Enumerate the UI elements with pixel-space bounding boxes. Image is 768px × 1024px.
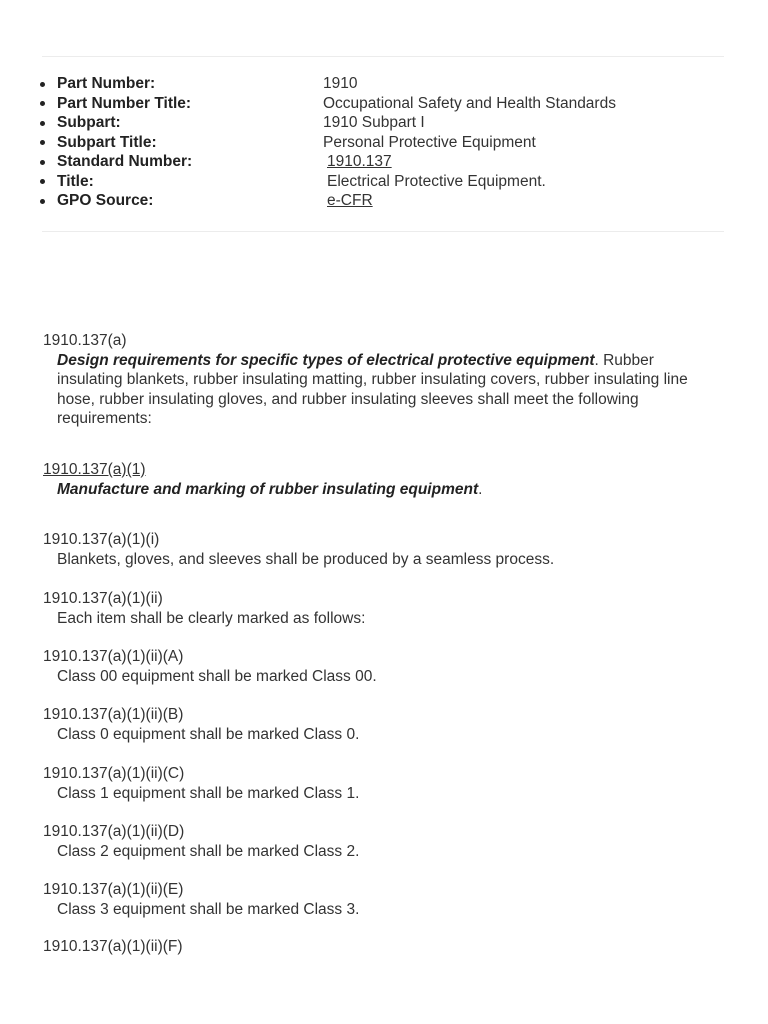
section-number: 1910.137(a): [43, 332, 127, 349]
section-number: 1910.137(a)(1)(i): [43, 531, 160, 548]
meta-label: Part Number:: [57, 75, 156, 92]
section-text: . Rubber insulating blankets, rubber insulating matting, rubber insulating covers, rubber insulating line hose, rubber insulating gloves, and rubber insulating sleeves shall meet the following requirements:: [57, 351, 688, 427]
section-text: Class 1 equipment shall be marked Class 1.: [57, 784, 360, 802]
section-body: [43, 351, 723, 429]
bottom-divider: [42, 231, 724, 232]
meta-label: GPO Source:: [57, 192, 154, 209]
meta-label: Subpart:: [57, 114, 121, 131]
bullet-icon: [40, 179, 45, 184]
meta-label: Subpart Title:: [57, 133, 157, 151]
top-divider: [42, 56, 724, 57]
section-a-1: [43, 460, 723, 499]
meta-value: 1910 Subpart I: [323, 114, 425, 131]
section-number: 1910.137(a)(1)(ii)(B): [43, 706, 184, 723]
section-text: Class 3 equipment shall be marked Class 3.: [57, 900, 360, 918]
meta-value: Occupational Safety and Health Standards: [323, 94, 616, 112]
section-text: Class 0 equipment shall be marked Class 0.: [57, 725, 360, 743]
standard-number-link[interactable]: 1910.137: [327, 153, 392, 170]
section-a-1-i: [43, 530, 723, 569]
meta-label: Standard Number:: [57, 153, 193, 170]
section-text: Class 00 equipment shall be marked Class 00.: [57, 667, 377, 685]
meta-value: 1910: [323, 75, 358, 92]
section-a-1-ii-F: [43, 937, 723, 957]
section-number: 1910.137(a)(1)(ii)(A): [43, 648, 184, 665]
gpo-source-link[interactable]: e-CFR: [327, 192, 373, 209]
section-number-link[interactable]: 1910.137(a)(1): [43, 461, 146, 478]
meta-value: Personal Protective Equipment: [323, 133, 536, 151]
section-number: 1910.137(a)(1)(ii)(E): [43, 881, 184, 898]
bullet-icon: [40, 101, 45, 106]
section-number: 1910.137(a)(1)(ii): [43, 590, 163, 607]
section-text: .: [478, 480, 483, 498]
bullet-icon: [40, 140, 45, 145]
section-text: Each item shall be clearly marked as follows:: [57, 609, 366, 627]
meta-label: Title:: [57, 172, 94, 190]
section-a-1-ii-E: [43, 880, 723, 919]
section-a-1-ii-C: [43, 764, 723, 803]
section-a-1-ii-A: [43, 647, 723, 686]
section-text: Blankets, gloves, and sleeves shall be produced by a seamless process.: [57, 550, 555, 568]
section-heading: Design requirements for specific types of electrical protective equipment: [57, 351, 595, 369]
section-body: [43, 480, 723, 500]
bullet-icon: [40, 82, 45, 87]
meta-label: Part Number Title:: [57, 94, 192, 112]
section-a-1-ii-D: [43, 822, 723, 861]
section-a: [43, 331, 723, 429]
section-a-1-ii: [43, 589, 723, 628]
section-a-1-ii-B: [43, 705, 723, 744]
section-number: 1910.137(a)(1)(ii)(C): [43, 765, 185, 782]
section-number: 1910.137(a)(1)(ii)(F): [43, 938, 183, 955]
section-heading: Manufacture and marking of rubber insulating equipment: [57, 480, 479, 498]
section-text: Class 2 equipment shall be marked Class 2.: [57, 842, 360, 860]
bullet-icon: [40, 199, 45, 204]
bullet-icon: [40, 160, 45, 165]
meta-value: Electrical Protective Equipment.: [327, 172, 546, 190]
section-number: 1910.137(a)(1)(ii)(D): [43, 823, 185, 840]
bullet-icon: [40, 121, 45, 126]
